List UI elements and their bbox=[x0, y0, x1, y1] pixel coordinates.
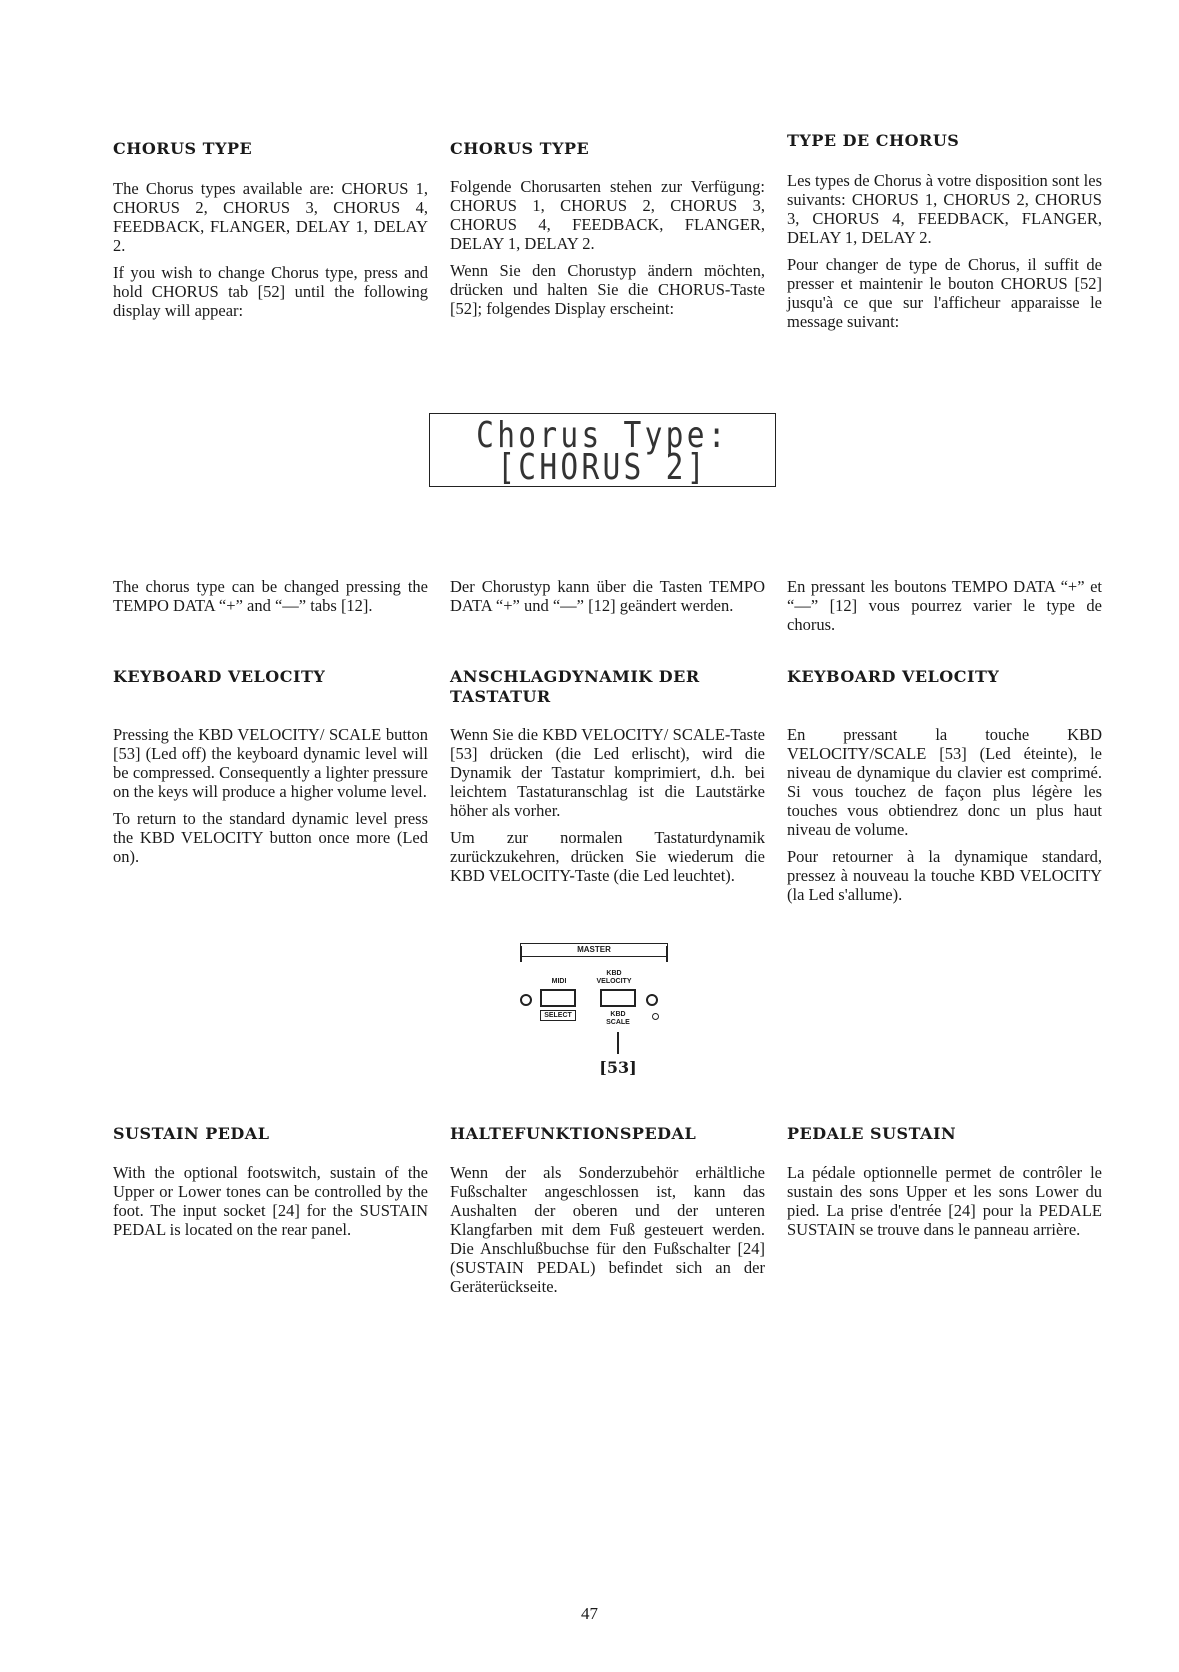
sustain-heading-wrap-fr bbox=[787, 1124, 1102, 1144]
chorus-change-text-en bbox=[113, 577, 428, 623]
sustain-pedal-heading-de: HALTEFUNKTIONSPEDAL bbox=[450, 1124, 697, 1143]
velocity-text-fr bbox=[787, 725, 1102, 912]
select-label: SELECT bbox=[544, 1012, 572, 1019]
kbd-scale-label-line-2: SCALE bbox=[606, 1019, 630, 1026]
velocity-heading-wrap-en bbox=[113, 667, 428, 687]
kbd-velocity-led-indicator bbox=[646, 994, 658, 1006]
column-french bbox=[787, 131, 1102, 151]
master-label: MASTER bbox=[577, 945, 611, 954]
callout-line bbox=[617, 1032, 619, 1054]
chorus-type-heading-de: CHORUS TYPE bbox=[450, 139, 590, 158]
midi-select-button[interactable] bbox=[540, 989, 576, 1007]
chorus-type-heading-en: CHORUS TYPE bbox=[113, 139, 253, 158]
column-english bbox=[113, 139, 428, 159]
velocity-heading-wrap-de bbox=[450, 667, 765, 707]
kbd-velocity-label-line-2: VELOCITY bbox=[596, 978, 632, 985]
page-number: 47 bbox=[581, 1604, 598, 1623]
velocity-para-1-fr: En pressant la touche KBD VELOCITY/SCALE [53] (Led éteinte), le niveau de dynamique du clavier est comprimé. Si vous touchez de façon plus légère les touches vous obtiendrez donc un plus haut niveau de volume. bbox=[787, 725, 1102, 839]
chorus-para-2-en: If you wish to change Chorus type, press and hold CHORUS tab [52] until the following display will appear: bbox=[113, 263, 428, 320]
chorus-text-fr bbox=[787, 171, 1102, 339]
master-bar bbox=[520, 943, 668, 957]
chorus-para-3-en: The chorus type can be changed pressing the TEMPO DATA “+” and “—” tabs [12]. bbox=[113, 577, 428, 615]
velocity-para-1-de: Wenn Sie die KBD VELOCITY/ SCALE-Taste [53] drücken (die Led erlischt), wird die Dynamik der Tastatur komprimiert, d.h. bei leichtem Tastaturanschlag ist die Lautstärke höher als vorher. bbox=[450, 725, 765, 820]
lcd-line-1: Chorus Type: bbox=[476, 415, 729, 456]
sustain-heading-wrap-en bbox=[113, 1124, 428, 1144]
kbd-velocity-label-line-1: KBD bbox=[606, 970, 622, 977]
keyboard-velocity-heading-en: KEYBOARD VELOCITY bbox=[113, 667, 326, 686]
velocity-para-2-fr: Pour retourner à la dynamique standard, pressez à nouveau la touche KBD VELOCITY (la Led s'allume). bbox=[787, 847, 1102, 904]
sustain-para-1-en: With the optional footswitch, sustain of the Upper or Lower tones can be controlled by the foot. The input socket [24] for the SUSTAIN PEDAL is located on the rear panel. bbox=[113, 1163, 428, 1239]
kbd-scale-label-line-1: KBD bbox=[610, 1011, 626, 1018]
chorus-text-de bbox=[450, 177, 765, 326]
chorus-change-text-de bbox=[450, 577, 765, 623]
column-german bbox=[450, 139, 765, 159]
lcd-line-2: [CHORUS 2] bbox=[497, 447, 708, 488]
master-panel-illustration bbox=[510, 940, 680, 1080]
sustain-para-1-de: Wenn der als Sonderzubehör erhältliche Fußschalter angeschlossen ist, kann das Aushalten der oberen und der unteren Klangfarben mit dem Fuß gesteuert werden. Die Anschlußbuchse für den Fußschalter [24] (SUSTAIN PEDAL) befindet sich an der Geräterückseite. bbox=[450, 1163, 765, 1296]
velocity-text-de bbox=[450, 725, 765, 893]
master-bar-left-tick bbox=[520, 946, 522, 962]
velocity-para-2-de: Um zur normalen Tastaturdynamik zurückzukehren, drücken Sie wiederum die KBD VELOCITY-Taste (die Led leuchtet). bbox=[450, 828, 765, 885]
sustain-text-fr bbox=[787, 1163, 1102, 1247]
select-label-box bbox=[540, 1010, 576, 1021]
sustain-para-1-fr: La pédale optionnelle permet de contrôler le sustain des sons Upper et les sons Lower du pied. La prise d'entrée [24] pour la PEDALE SUSTAIN se trouve dans le panneau arrière. bbox=[787, 1163, 1102, 1239]
keyboard-velocity-heading-de: ANSCHLAGDYNAMIK DER TASTATUR bbox=[450, 667, 700, 706]
master-bar-right-tick bbox=[666, 946, 668, 962]
chorus-change-text-fr bbox=[787, 577, 1102, 642]
sustain-pedal-heading-fr: PEDALE SUSTAIN bbox=[787, 1124, 957, 1143]
chorus-para-1-fr: Les types de Chorus à votre disposition sont les suivants: CHORUS 1, CHORUS 2, CHORUS 3, CHORUS 4, FEEDBACK, FLANGER, DELAY 1, DELAY 2. bbox=[787, 171, 1102, 247]
chorus-para-2-de: Wenn Sie den Chorustyp ändern möchten, drücken und halten Sie die CHORUS-Taste [52]; folgendes Display erscheint: bbox=[450, 261, 765, 318]
sustain-pedal-heading-en: SUSTAIN PEDAL bbox=[113, 1124, 270, 1143]
chorus-para-3-de: Der Chorustyp kann über die Tasten TEMPO DATA “+” und “—” [12] geändert werden. bbox=[450, 577, 765, 615]
chorus-para-2-fr: Pour changer de type de Chorus, il suffit de presser et maintenir le bouton CHORUS [52] jusqu'à ce que sur l'afficheur apparaisse le message suivant: bbox=[787, 255, 1102, 331]
kbd-scale-small-led bbox=[652, 1013, 659, 1020]
sustain-text-de bbox=[450, 1163, 765, 1304]
chorus-para-1-de: Folgende Chorusarten stehen zur Verfügung: CHORUS 1, CHORUS 2, CHORUS 3, CHORUS 4, FEEDBACK, FLANGER, DELAY 1, DELAY 2. bbox=[450, 177, 765, 253]
chorus-para-1-en: The Chorus types available are: CHORUS 1, CHORUS 2, CHORUS 3, CHORUS 4, FEEDBACK, FLANGER, DELAY 1, DELAY 2. bbox=[113, 179, 428, 255]
velocity-para-1-en: Pressing the KBD VELOCITY/ SCALE button [53] (Led off) the keyboard dynamic level will be compressed. Consequently a lighter pressure on the keys will produce a higher volume level. bbox=[113, 725, 428, 801]
chorus-type-heading-fr: TYPE DE CHORUS bbox=[787, 131, 960, 150]
velocity-text-en bbox=[113, 725, 428, 874]
sustain-heading-wrap-de bbox=[450, 1124, 765, 1144]
lcd-display bbox=[429, 413, 776, 487]
kbd-velocity-button[interactable] bbox=[600, 989, 636, 1007]
chorus-para-3-fr: En pressant les boutons TEMPO DATA “+” et “—” [12] vous pourrez varier le type de chorus. bbox=[787, 577, 1102, 634]
chorus-text-en bbox=[113, 179, 428, 328]
velocity-heading-wrap-fr bbox=[787, 667, 1102, 687]
keyboard-velocity-heading-fr: KEYBOARD VELOCITY bbox=[787, 667, 1000, 686]
sustain-text-en bbox=[113, 1163, 428, 1247]
velocity-para-2-en: To return to the standard dynamic level press the KBD VELOCITY button once more (Led on). bbox=[113, 809, 428, 866]
callout-label: [53] bbox=[599, 1058, 637, 1077]
midi-led-indicator bbox=[520, 994, 532, 1006]
midi-label: MIDI bbox=[551, 978, 567, 985]
